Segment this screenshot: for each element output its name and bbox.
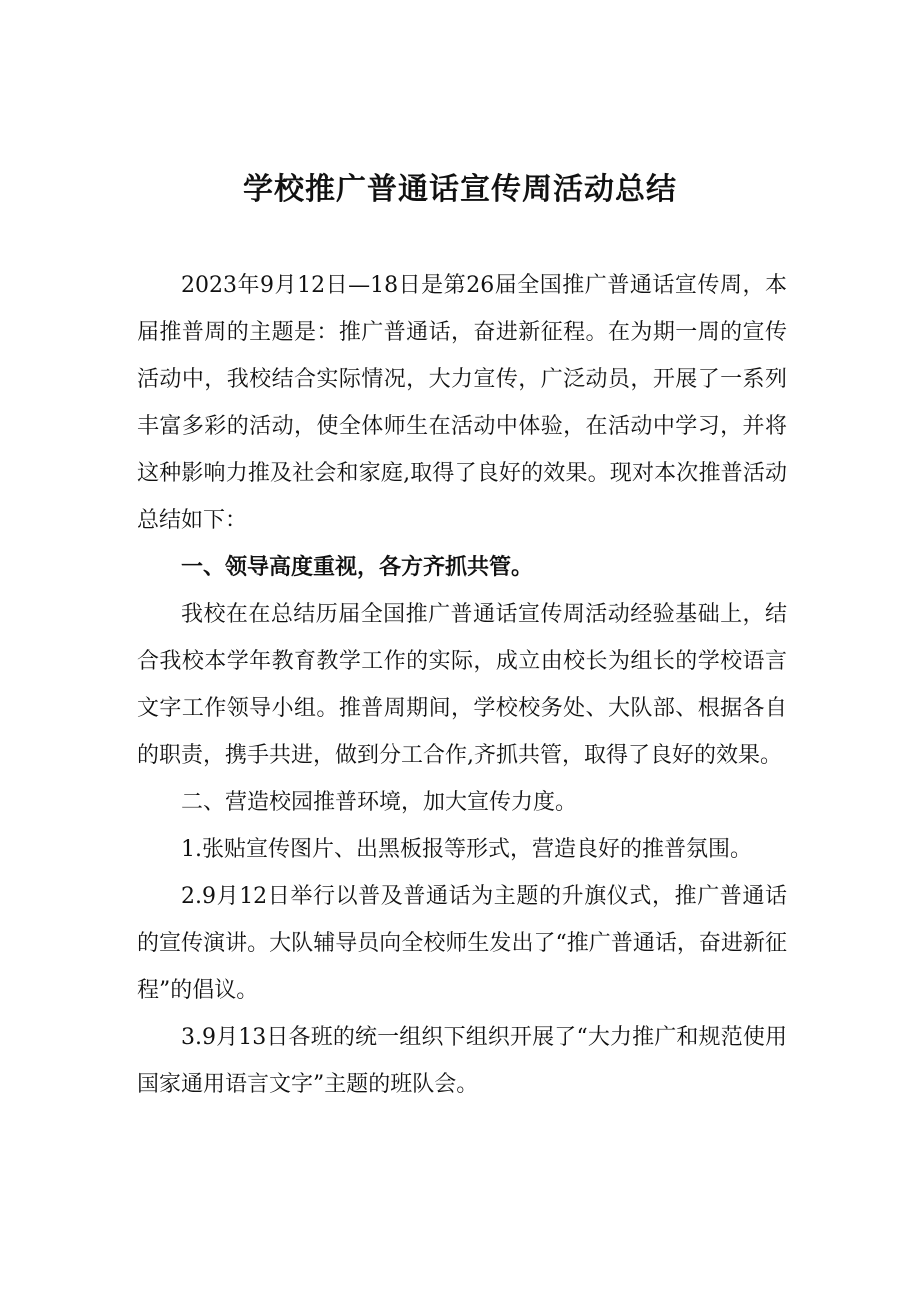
list-item-1: 1.张贴宣传图片、出黑板报等形式，营造良好的推普氛围。 bbox=[181, 837, 752, 862]
list-item-2: 2.9月12日举行以普及普通话为主题的升旗仪式，推广普通话的宣传演讲。大队辅导员向全校师生发出了“推广普通话，奋进新征程”的倡议。 bbox=[137, 884, 787, 1003]
document-body bbox=[137, 262, 787, 1108]
document-title: 学校推广普通话宣传周活动总结 bbox=[243, 172, 677, 207]
section-heading-2: 二、营造校园推普环境，加大宣传力度。 bbox=[181, 790, 578, 815]
section-heading-1: 一、领导高度重视，各方齐抓共管。 bbox=[181, 555, 534, 580]
list-item-3: 3.9月13日各班的统一组织下组织开展了“大力推广和规范使用国家通用语言文字”主题的班队会。 bbox=[137, 1025, 787, 1097]
paragraph-intro: 2023年9月12日—18日是第26届全国推广普通话宣传周，本届推普周的主题是：推广普通话，奋进新征程。在为期一周的宣传活动中，我校结合实际情况，大力宣传，广泛动员，开展了一系列丰富多彩的活动，使全体师生在活动中体验，在活动中学习，并将这种影响力推及社会和家庭,取得了良好的效果。现对本次推普活动总结如下： bbox=[137, 273, 787, 533]
paragraph-section-1: 我校在在总结历届全国推广普通话宣传周活动经验基础上，结合我校本学年教育教学工作的实际，成立由校长为组长的学校语言文字工作领导小组。推普周期间，学校校务处、大队部、根据各自的职责，携手共进，做到分工合作,齐抓共管，取得了良好的效果。 bbox=[137, 602, 787, 768]
